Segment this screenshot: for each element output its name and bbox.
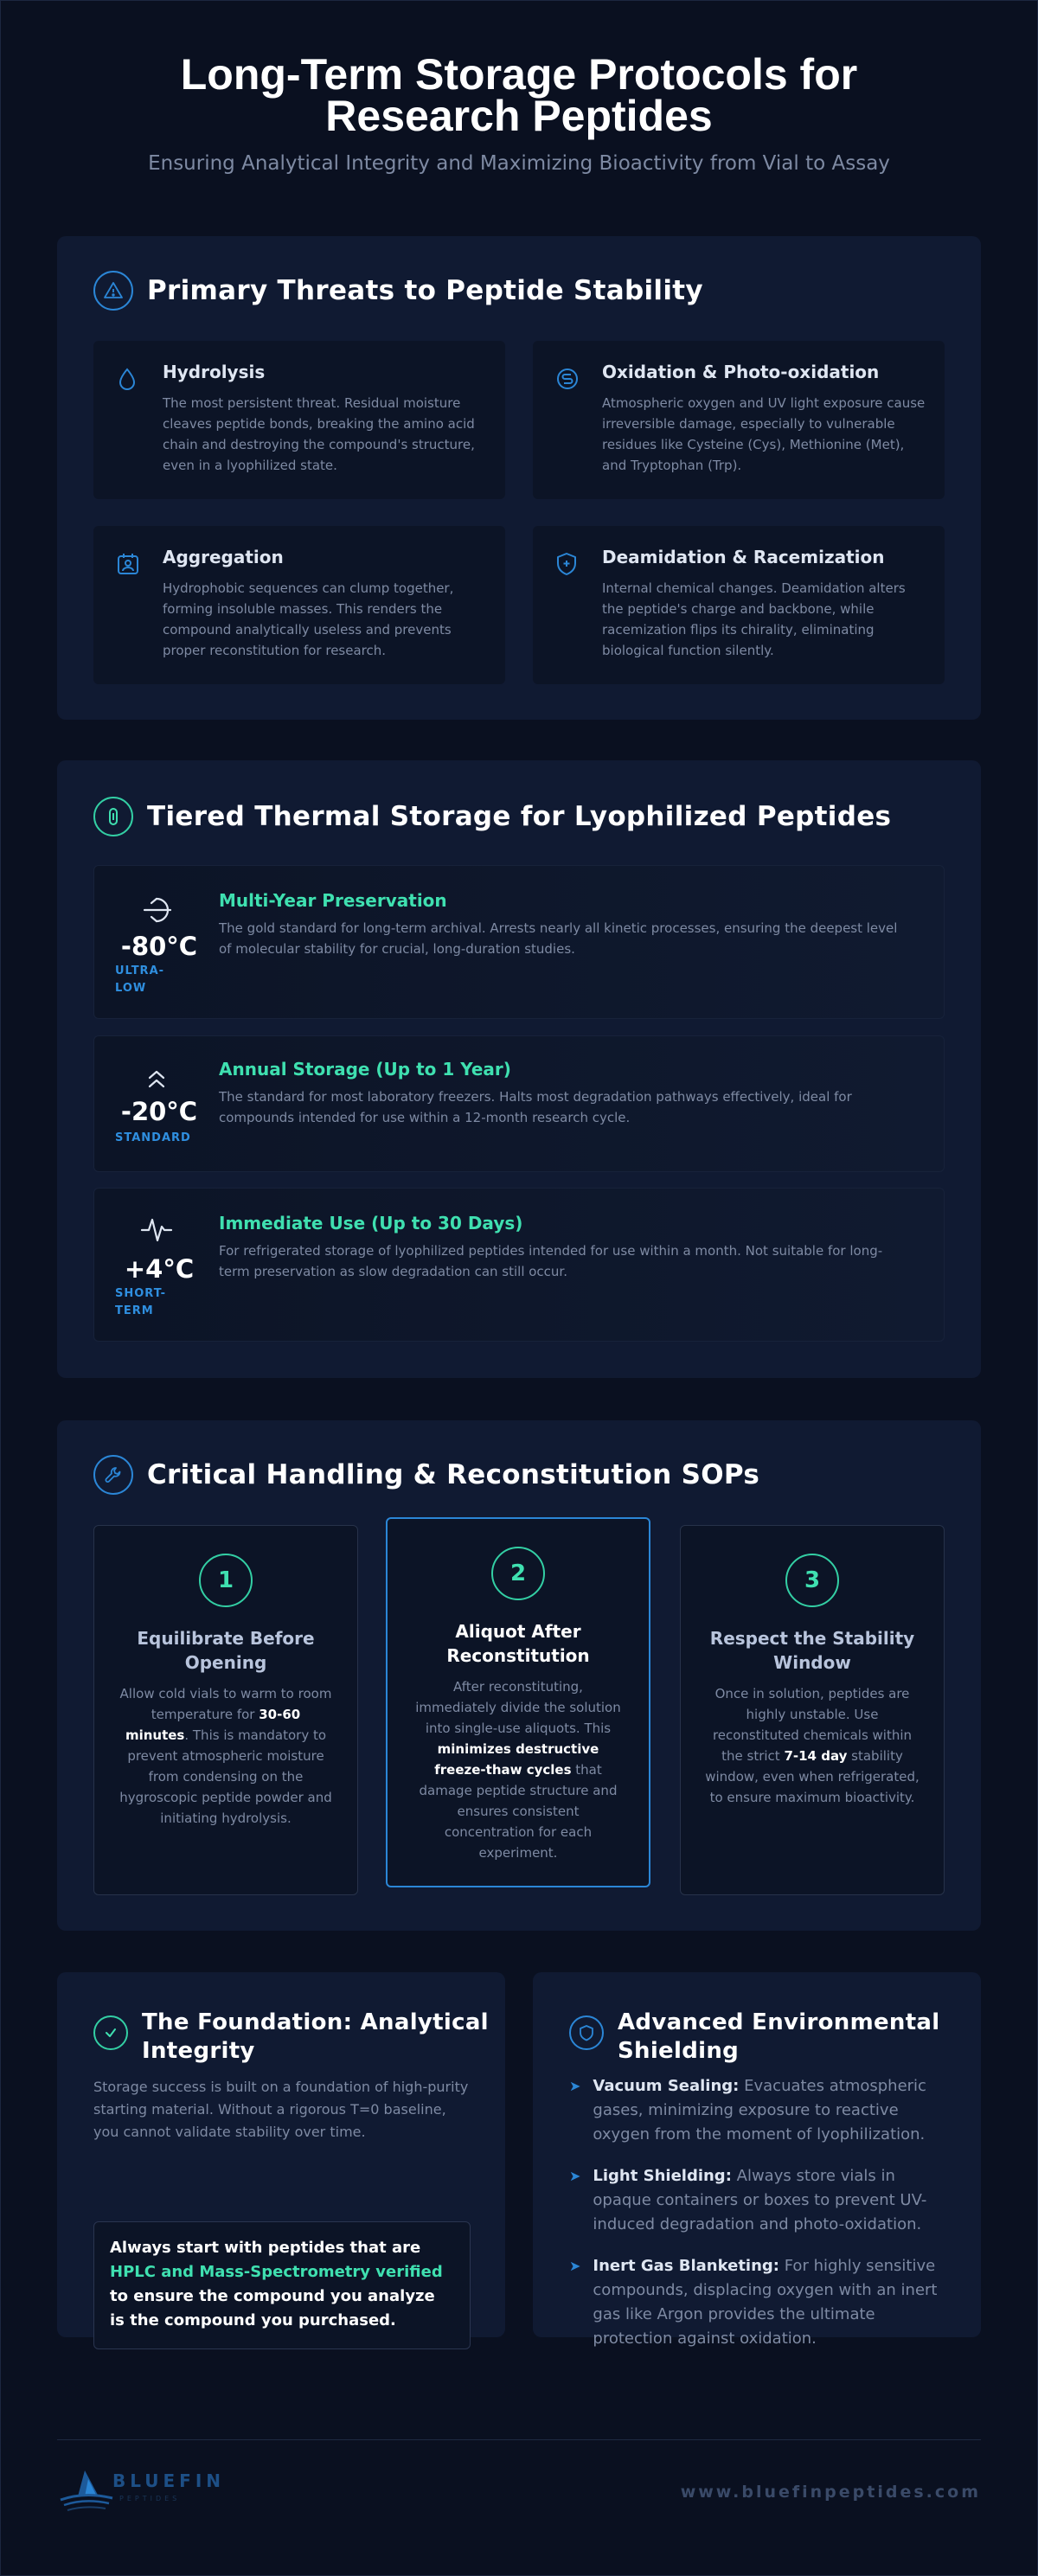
logo-subtext: PEPTIDES <box>119 2495 181 2502</box>
tier-text: The gold standard for long-term archival. Arrests nearly all kinetic processes, ensuring the deepest level of molecular stability for crucial, long-duration studies. <box>219 920 898 957</box>
sops-panel <box>57 1420 981 1931</box>
water-drop-icon <box>116 367 138 394</box>
threats-panel <box>57 236 981 720</box>
threat-title: Aggregation <box>163 547 284 567</box>
tier-temp: -80°C <box>120 932 198 961</box>
tier-title: Multi-Year Preservation <box>219 890 447 911</box>
sop-card-2 <box>386 1517 650 1887</box>
tier-tag: SHORT- TERM <box>115 1287 167 1317</box>
threat-title: Hydrolysis <box>163 362 266 382</box>
threat-title: Deamidation & Racemization <box>602 547 885 567</box>
tier-temp: -20°C <box>120 1097 198 1126</box>
tier-row-ultra-low <box>93 865 945 1019</box>
thermal-header <box>93 797 891 836</box>
warning-triangle-icon <box>93 271 133 311</box>
threat-text: Atmospheric oxygen and UV light exposure cause irreversible damage, especially to vulnerable residues like Cysteine (Cys), Methionine (Met), and Tryptophan (Trp). <box>602 395 926 473</box>
shielding-title: Advanced Environmental Shielding <box>618 2009 940 2064</box>
tier-title: Immediate Use (Up to 30 Days) <box>219 1213 523 1234</box>
tier-text: For refrigerated storage of lyophilized peptides intended for use within a month. Not suitable for long-term preservation as slow degradation can still occur. <box>219 1243 883 1279</box>
tier-row-short-term <box>93 1188 945 1342</box>
threat-card-aggregation <box>93 526 505 684</box>
callout-highlight: HPLC and Mass-Spectrometry verified <box>110 2263 443 2281</box>
threat-text: Hydrophobic sequences can clump together, forming insoluble masses. This renders the compound analytically useless and prevents proper reconstitution for research. <box>163 580 454 658</box>
double-chevron-up-icon <box>146 1067 167 1095</box>
shielding-header <box>569 2009 940 2066</box>
threat-card-hydrolysis <box>93 341 505 499</box>
tier-temp: +4°C <box>124 1254 195 1284</box>
tier-tag: ULTRA- LOW <box>115 964 165 995</box>
sop-number: 3 <box>785 1554 839 1607</box>
brand-logo[interactable] <box>59 2465 226 2517</box>
sop-text: After reconstituting, immediately divide the solution into single-use aliquots. This minimizes destructive freeze-thaw cycles that damage peptide structure and ensures consistent concentration for each experiment. <box>415 1679 621 1861</box>
arrow-icon: ➤ <box>569 2078 581 2094</box>
tier-title: Annual Storage (Up to 1 Year) <box>219 1059 511 1080</box>
checkmark-icon <box>93 2015 128 2050</box>
sop-number: 2 <box>491 1547 545 1600</box>
thermal-title: Tiered Thermal Storage for Lyophilized Peptides <box>147 801 892 832</box>
threats-title: Primary Threats to Peptide Stability <box>147 275 703 306</box>
footer-divider <box>57 2439 981 2440</box>
sops-header <box>93 1455 759 1495</box>
page-title: Long-Term Storage Protocols for Research Peptides <box>180 50 858 140</box>
tier-text: The standard for most laboratory freezers. Halts most degradation pathways effectively, ideal for compounds intended for use within a 12-month research cycle. <box>219 1089 852 1125</box>
sop-number: 1 <box>199 1554 253 1607</box>
website-link[interactable]: www.bluefinpeptides.com <box>680 2483 981 2502</box>
sop-title: Respect the Stability Window <box>709 1628 915 1673</box>
tier-row-standard <box>93 1035 945 1172</box>
aggregation-icon <box>116 552 140 580</box>
sop-text: Once in solution, peptides are highly unstable. Use reconstituted chemicals within the strict 7-14 day stability window, even when refrigerated, to ensure maximum bioactivity. <box>705 1686 919 1805</box>
sop-card-1 <box>93 1525 358 1895</box>
arrow-icon: ➤ <box>569 2168 581 2184</box>
arrow-icon: ➤ <box>569 2258 581 2274</box>
list-item: ➤ Vacuum Sealing: Evacuates atmospheric gases, minimizing exposure to reactive oxygen from the moment of lyophilization. <box>569 2074 950 2147</box>
shielding-panel <box>533 1972 981 2348</box>
page-header <box>0 50 1038 175</box>
shielding-list <box>569 2074 950 2368</box>
list-item: ➤ Light Shielding: Always store vials in opaque containers or boxes to prevent UV-induced degradation and photo-oxidation. <box>569 2164 950 2237</box>
threat-text: The most persistent threat. Residual moisture cleaves peptide bonds, breaking the amino acid chain and destroying the compound's structure, even in a lyophilized state. <box>163 395 475 473</box>
thermal-panel <box>57 760 981 1378</box>
tier-tag: STANDARD <box>115 1131 191 1144</box>
snowflake-icon <box>139 894 174 930</box>
foundation-title: The Foundation: Analytical Integrity <box>142 2009 489 2064</box>
threat-card-deamidation <box>533 526 945 684</box>
wrench-icon <box>93 1455 133 1495</box>
threats-header <box>93 271 703 311</box>
foundation-text: Storage success is built on a foundation of high-purity starting material. Without a rigorous T=0 baseline, you cannot validate stability over time. <box>93 2079 469 2140</box>
thermometer-icon <box>93 797 133 836</box>
threat-text: Internal chemical changes. Deamidation alters the peptide's charge and backbone, while racemization flips its chirality, eliminating biological function silently. <box>602 580 906 658</box>
logo-wordmark: BLUEFIN <box>112 2470 226 2491</box>
sops-title: Critical Handling & Reconstitution SOPs <box>147 1459 760 1490</box>
page-subtitle: Ensuring Analytical Integrity and Maximizing Bioactivity from Vial to Assay <box>148 152 890 175</box>
sop-title: Aliquot After Reconstitution <box>446 1621 590 1666</box>
pulse-icon <box>139 1214 174 1249</box>
sop-card-3 <box>680 1525 945 1895</box>
sop-text: Allow cold vials to warm to room temperature for 30-60 minutes. This is mandatory to prevent atmospheric moisture from condensing on the hygroscopic peptide powder and initiating hydrolysis. <box>119 1686 332 1826</box>
foundation-panel <box>57 1972 505 2337</box>
list-item: ➤ Inert Gas Blanketing: For highly sensitive compounds, displacing oxygen with an inert gas like Argon provides the ultimate protection against oxidation. <box>569 2254 950 2351</box>
shield-icon <box>569 2015 604 2050</box>
oxidation-icon <box>555 367 580 394</box>
threat-title: Oxidation & Photo-oxidation <box>602 362 880 382</box>
threat-card-oxidation <box>533 341 945 499</box>
sop-title: Equilibrate Before Opening <box>137 1628 315 1673</box>
foundation-header <box>93 2009 489 2066</box>
shield-plus-icon <box>555 552 578 580</box>
foundation-callout: Always start with peptides that are HPLC and Mass-Spectrometry verified to ensure the compound you analyze is the compound you purchased. <box>93 2221 471 2349</box>
